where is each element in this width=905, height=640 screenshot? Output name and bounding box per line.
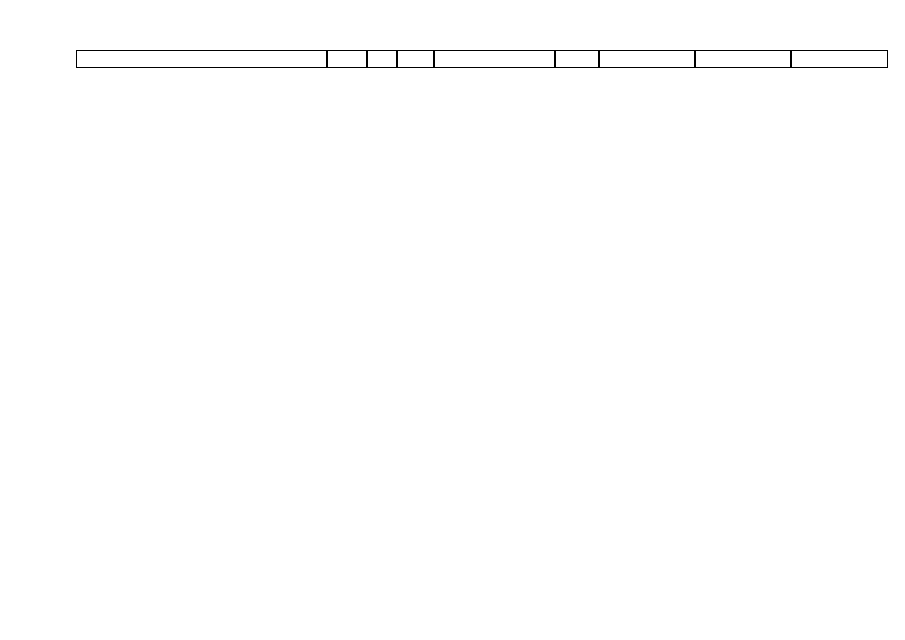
header-2021 — [791, 50, 888, 68]
header-ved — [327, 50, 367, 68]
header-name — [76, 50, 327, 68]
header-2019 — [599, 50, 695, 68]
header-2020 — [695, 50, 791, 68]
header-rz — [367, 50, 397, 68]
header-pr — [397, 50, 434, 68]
table-header — [76, 50, 888, 68]
header-vr — [555, 50, 599, 68]
header-csr — [434, 50, 555, 68]
